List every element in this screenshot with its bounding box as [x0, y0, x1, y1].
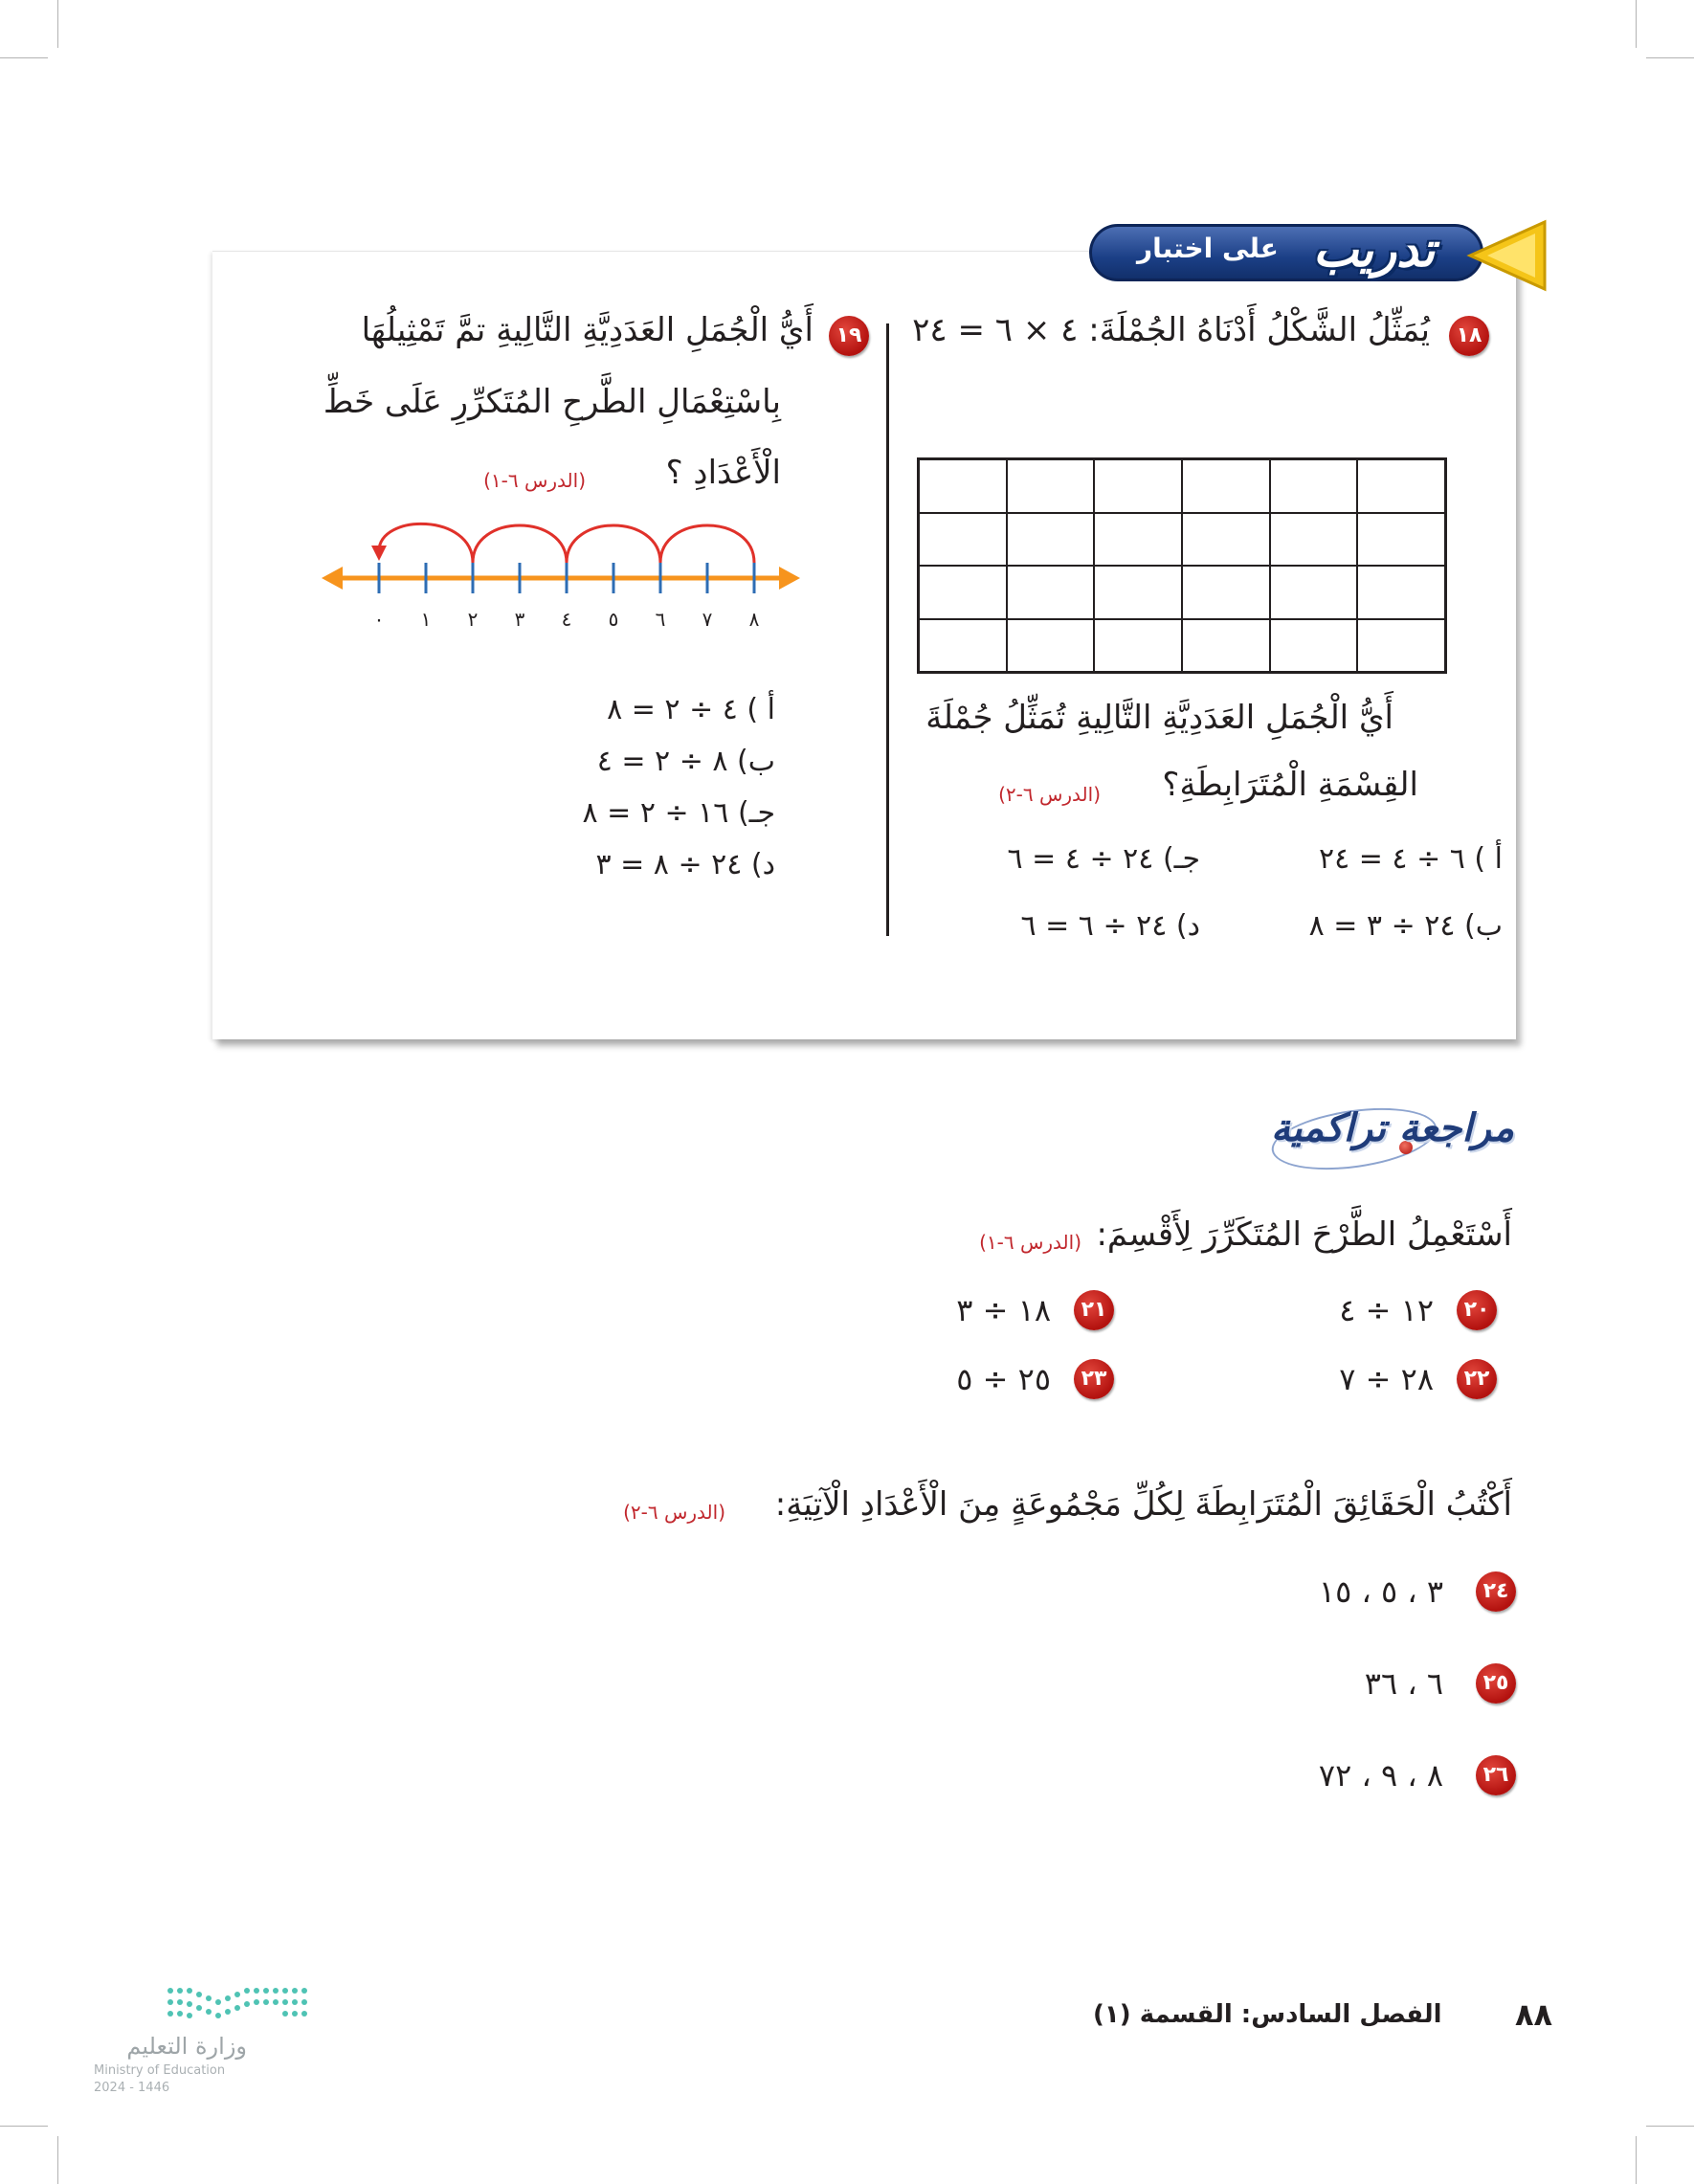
ministry-logo [94, 1983, 314, 2095]
exercise-26[interactable]: ٨ ، ٩ ، ٧٢ [1318, 1757, 1443, 1794]
tick-label: ٤ [561, 608, 572, 631]
question-number-26: ٢٦ [1476, 1755, 1516, 1795]
exercise-24[interactable]: ٣ ، ٥ ، ١٥ [1318, 1573, 1443, 1610]
option-text: ١٦ ÷ ٢ = ٨ [582, 796, 729, 830]
option-letter: ب) [737, 745, 775, 778]
option-letter: أ ) [1474, 842, 1503, 876]
question-number-19: ١٩ [829, 316, 869, 356]
banner-arrow-icon [1464, 216, 1549, 295]
q19-line2: بِاسْتِعْمَالِ الطَّرحِ المُتَكرِّرِ عَلَى خَطِّ [323, 383, 781, 421]
crop-mark [1636, 2136, 1637, 2184]
q18-option-a[interactable] [1319, 842, 1503, 876]
crop-mark [57, 0, 58, 48]
q19-line1: أَيُّ الْجُمَلِ العَدَدِيَّةِ التَّالِيةِ تمَّ تَمْثِيلُهَا [361, 311, 814, 349]
option-letter: ب) [1464, 909, 1503, 943]
q18-option-b[interactable] [1309, 909, 1503, 943]
crop-mark [0, 57, 48, 58]
q18-question-line2: القِسْمَةِ الْمُتَرَابِطَةِ؟ [1162, 766, 1418, 804]
option-text: ٨ ÷ ٢ = ٤ [596, 745, 728, 778]
crop-mark [57, 2136, 58, 2184]
q18-option-d[interactable] [1020, 909, 1200, 943]
review-instruction-1: أَسْتَعْمِلُ الطَّرْحَ المُتَكَرِّرَ لِأَقْسِمَ: [1096, 1215, 1512, 1254]
test-practice-banner [1089, 216, 1549, 295]
ministry-name-en: Ministry of Education [94, 2063, 226, 2078]
review-instruction-2-ref: (الدرس ٦-٢) [623, 1501, 725, 1524]
edition-year: 2024 - 1446 [94, 2081, 170, 2095]
exercise-20[interactable]: ١٢ ÷ ٤ [1339, 1292, 1434, 1328]
tick-label: ٥ [608, 608, 619, 631]
ministry-name-ar: وزارة التعليم [126, 2033, 247, 2060]
option-text: ٢٤ ÷ ٤ = ٦ [1007, 842, 1154, 876]
question-number-24: ٢٤ [1476, 1571, 1516, 1612]
column-divider [886, 323, 889, 936]
q19-option-c[interactable] [582, 796, 775, 830]
crop-mark [1646, 2126, 1694, 2127]
q19-option-b[interactable] [597, 745, 775, 778]
array-grid-4x6 [917, 457, 1447, 674]
tick-label: ٧ [702, 608, 713, 631]
crop-mark [1636, 0, 1637, 48]
cumulative-review-title: مراجعة تراكمية [1270, 1106, 1514, 1150]
q18-question: أَيُّ الْجُمَلِ العَدَدِيَّةِ التَّالِيةِ تُمَثِّلُ جُمْلَةَ [925, 699, 1393, 737]
option-letter: د) [1175, 909, 1200, 943]
question-number-20: ٢٠ [1457, 1290, 1497, 1330]
crop-mark [1646, 57, 1694, 58]
exercise-21[interactable]: ١٨ ÷ ٣ [956, 1292, 1051, 1328]
question-number-25: ٢٥ [1476, 1663, 1516, 1704]
option-letter: د) [750, 848, 775, 881]
tick-label: ٦ [655, 608, 666, 631]
banner-subtitle: على اختبار [1137, 233, 1279, 264]
q19-option-d[interactable] [595, 848, 775, 881]
exercise-22[interactable]: ٢٨ ÷ ٧ [1339, 1361, 1434, 1397]
q18-stem: يُمَثِّلُ الشَّكْلُ أَدْنَاهُ الجُمْلَةَ: ٤ × ٦ = ٢٤ [912, 311, 1430, 349]
option-text: ٦ ÷ ٤ = ٢٤ [1318, 842, 1465, 876]
q19-lesson-ref: (الدرس ٦-١) [483, 469, 586, 492]
q19-option-a[interactable] [607, 693, 775, 726]
q19-line3: الْأَعْدَادِ ؟ [665, 454, 781, 492]
exercise-23[interactable]: ٢٥ ÷ ٥ [956, 1361, 1051, 1397]
option-letter: أ ) [747, 693, 775, 726]
option-text: ٢٤ ÷ ٣ = ٨ [1308, 909, 1456, 943]
footer-chapter: الفصل السادس: القسمة (١) [1093, 2000, 1442, 2029]
question-number-22: ٢٢ [1457, 1359, 1497, 1399]
option-letter: جـ) [737, 796, 775, 830]
option-text: ٢٤ ÷ ٨ = ٣ [595, 848, 743, 881]
tick-label: ٢ [467, 608, 479, 631]
tick-label: ١ [420, 608, 432, 631]
review-instruction-1-ref: (الدرس ٦-١) [979, 1231, 1081, 1254]
option-letter: جـ) [1162, 842, 1200, 876]
q18-option-c[interactable] [1007, 842, 1200, 876]
page-number: ٨٨ [1515, 1996, 1553, 2033]
cumulative-review-heading [1194, 1101, 1520, 1177]
exercise-25[interactable]: ٦ ، ٣٦ [1364, 1665, 1443, 1702]
crop-mark [0, 2126, 48, 2127]
tick-label: ٠ [373, 608, 385, 631]
question-number-23: ٢٣ [1074, 1359, 1114, 1399]
question-number-18: ١٨ [1449, 316, 1489, 356]
option-text: ٤ ÷ ٢ = ٨ [607, 693, 738, 726]
question-number-21: ٢١ [1074, 1290, 1114, 1330]
option-text: ٢٤ ÷ ٦ = ٦ [1020, 909, 1168, 943]
review-instruction-2: أَكْتُبُ الْحَقَائِقَ الْمُتَرَابِطَةَ لِكُلِّ مَجْمُوعَةٍ مِنَ الْأَعْدَادِ الْآتِيَةِ: [774, 1485, 1512, 1524]
tick-label: ٣ [514, 608, 525, 631]
number-line [322, 517, 800, 641]
q18-lesson-ref: (الدرس ٦-٢) [998, 783, 1101, 806]
tick-label: ٨ [748, 608, 760, 631]
ministry-dots-icon [94, 1983, 314, 2031]
banner-title: تدريب [1313, 222, 1436, 278]
